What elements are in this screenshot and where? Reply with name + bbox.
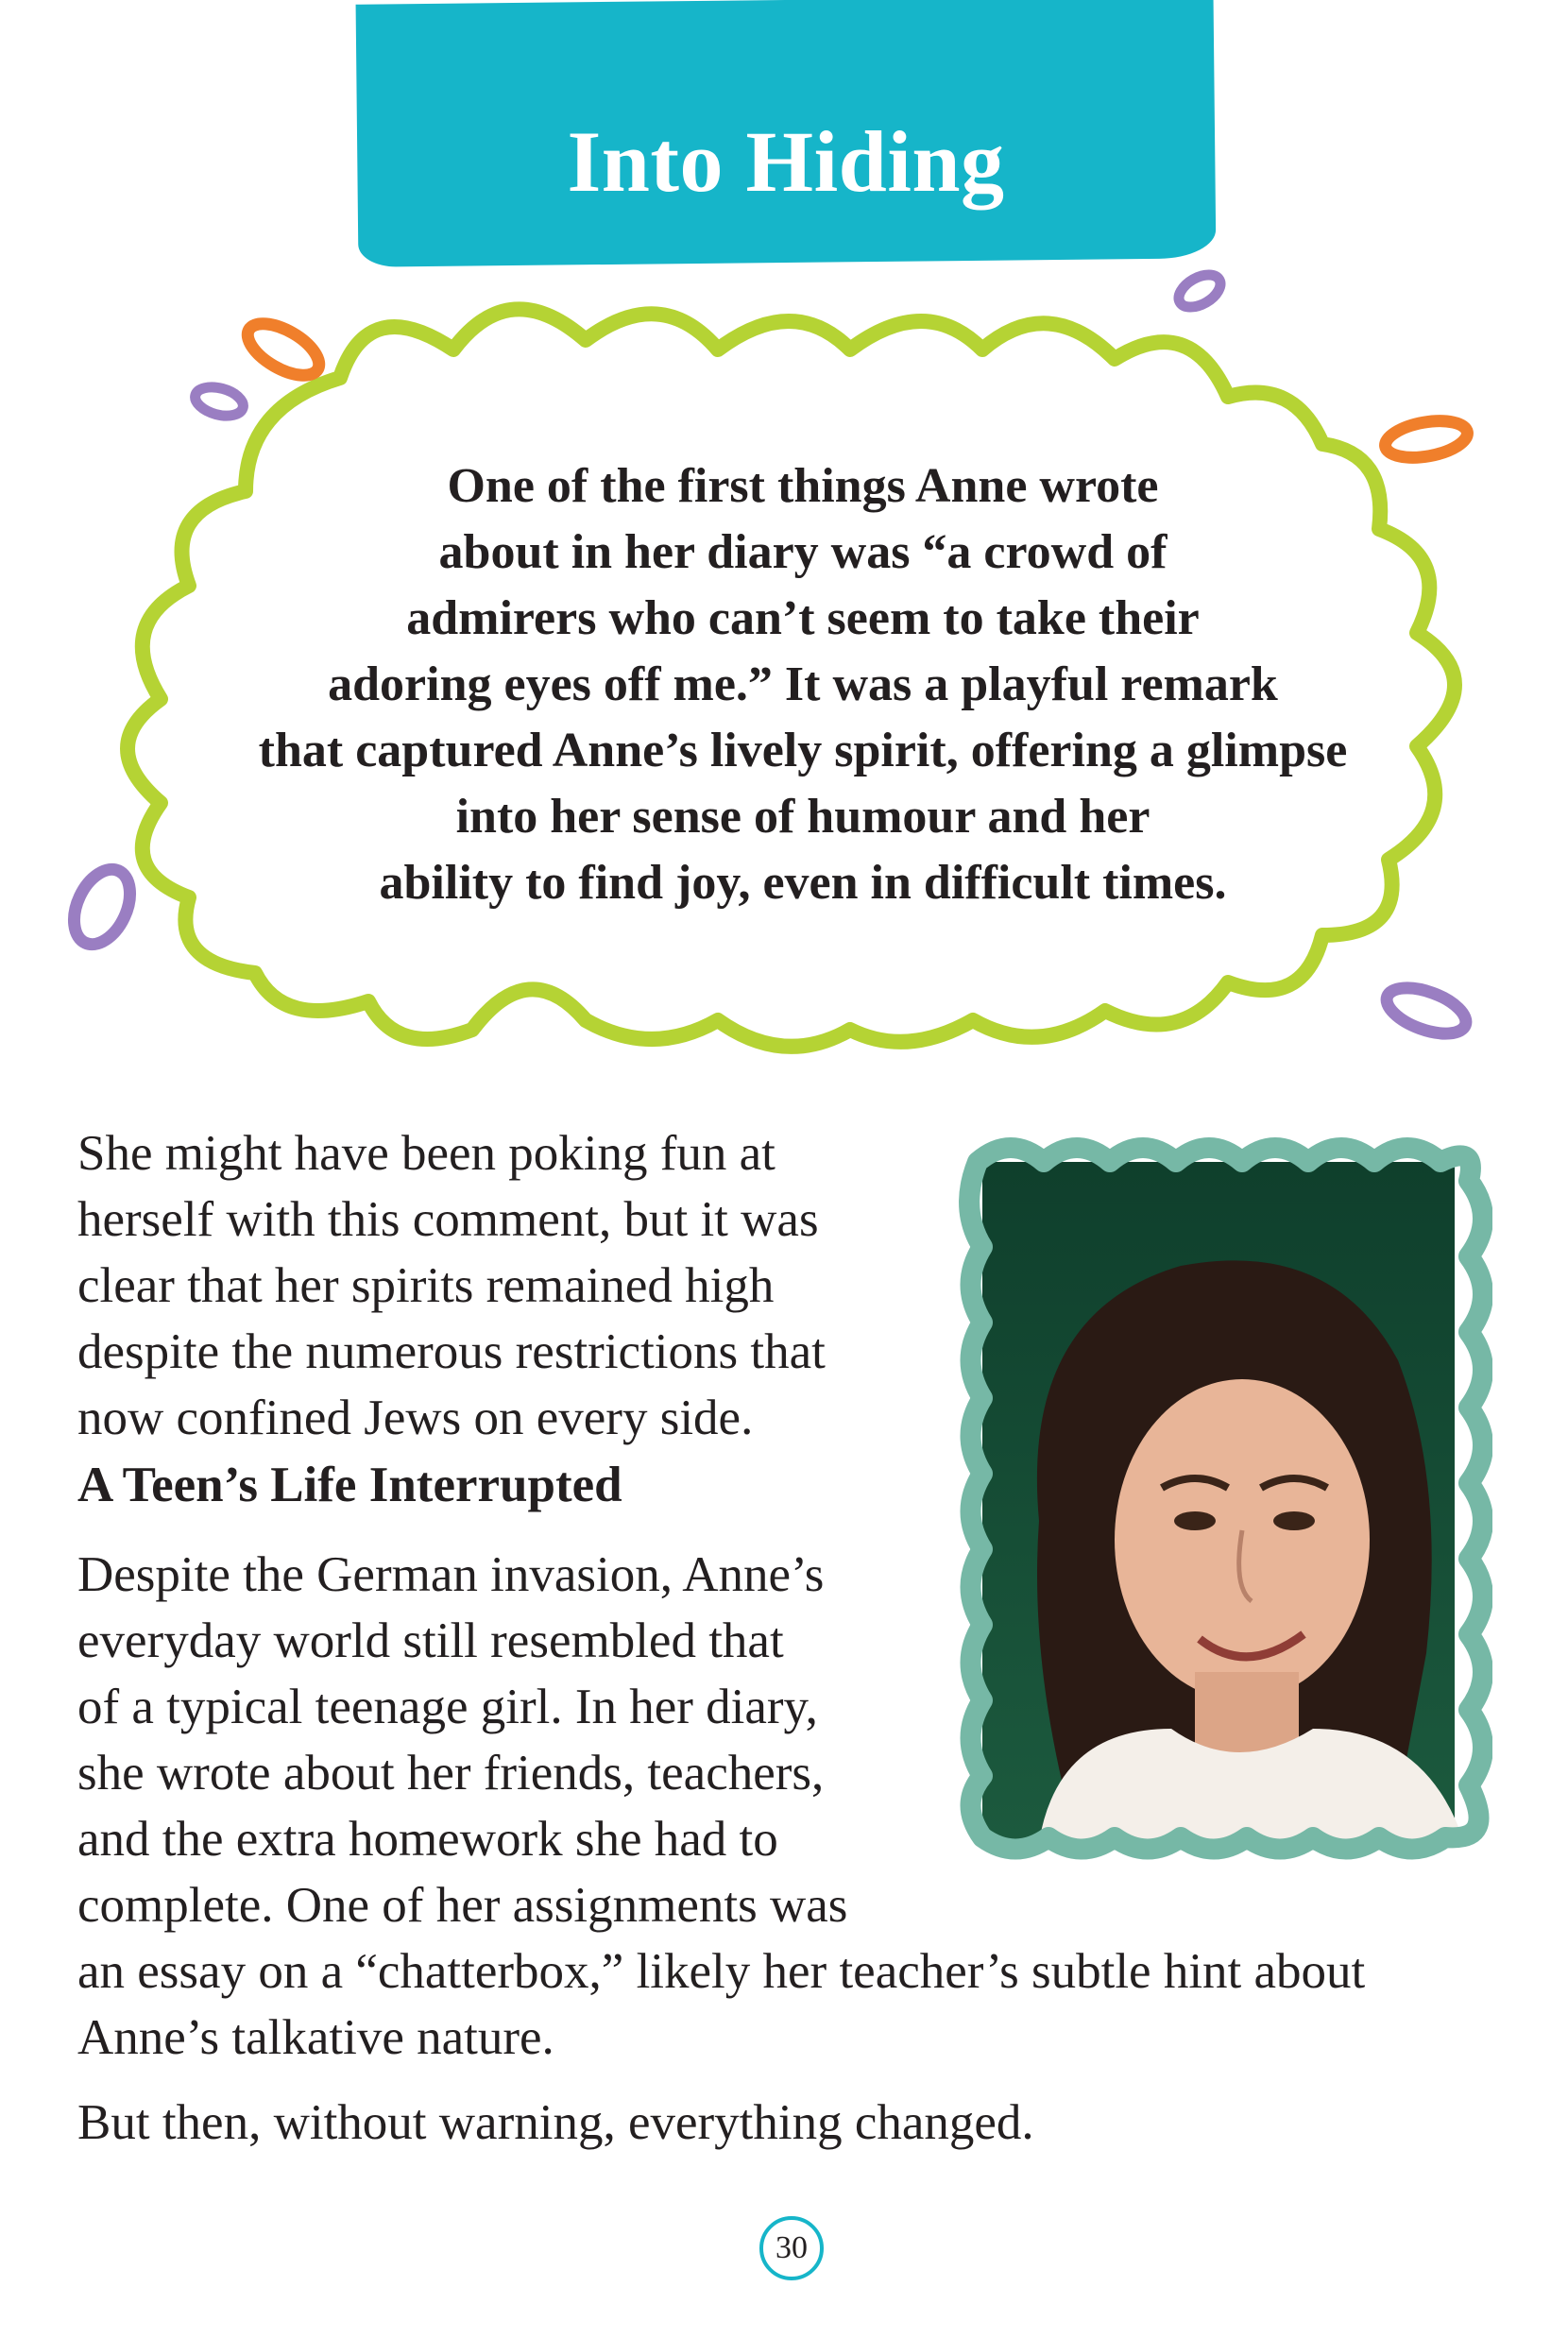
orange-ring-accent <box>240 314 328 386</box>
paragraph-line: She might have been poking fun at <box>77 1126 775 1181</box>
quote-line: into her sense of humour and her <box>455 790 1150 844</box>
paragraph-1 <box>77 1120 1494 1451</box>
quote-line: One of the first things Anne wrote <box>447 459 1159 513</box>
paragraph-line: Anne’s talkative nature. <box>77 2010 554 2065</box>
paragraph-line: an essay on a “chatterbox,” likely her teacher’s subtle hint about <box>77 1944 1366 1999</box>
page-number: 30 <box>759 2216 824 2280</box>
paragraph-line: clear that her spirits remained high <box>77 1258 775 1313</box>
paragraph-line: herself with this comment, but it was <box>77 1192 819 1247</box>
paragraph-line: complete. One of her assignments was <box>77 1878 848 1933</box>
paragraph-line: and the extra homework she had to <box>77 1812 778 1867</box>
quote-line: admirers who can’t seem to take their <box>406 591 1200 645</box>
paragraph-2 <box>77 1542 1494 2071</box>
purple-drop-accent <box>63 861 142 953</box>
cloud-quote <box>189 453 1417 916</box>
paragraph-line: of a typical teenage girl. In her diary, <box>77 1680 818 1734</box>
purple-drop-accent <box>1381 979 1472 1043</box>
paragraph-line: everyday world still resembled that <box>77 1613 784 1668</box>
quote-line: about in her diary was “a crowd of <box>438 525 1167 579</box>
quote-line: that captured Anne’s lively spirit, offering a glimpse <box>258 724 1348 777</box>
paragraph-line: But then, without warning, everything changed. <box>77 2095 1034 2150</box>
purple-drop-accent <box>1173 268 1226 314</box>
purple-drop-accent <box>192 383 246 421</box>
paragraph-line: now confined Jews on every side. <box>77 1391 754 1445</box>
paragraph-line: Despite the German invasion, Anne’s <box>77 1547 825 1602</box>
paragraph-3 <box>77 2090 1494 2156</box>
page-title: Into Hiding <box>567 113 1005 210</box>
section-subheading: A Teen’s Life Interrupted <box>77 1458 622 1512</box>
quote-line: ability to find joy, even in difficult times. <box>379 856 1227 910</box>
quote-line: adoring eyes off me.” It was a playful remark <box>328 657 1278 711</box>
paragraph-line: she wrote about her friends, teachers, <box>77 1746 825 1800</box>
paragraph-line: despite the numerous restrictions that <box>77 1324 826 1379</box>
